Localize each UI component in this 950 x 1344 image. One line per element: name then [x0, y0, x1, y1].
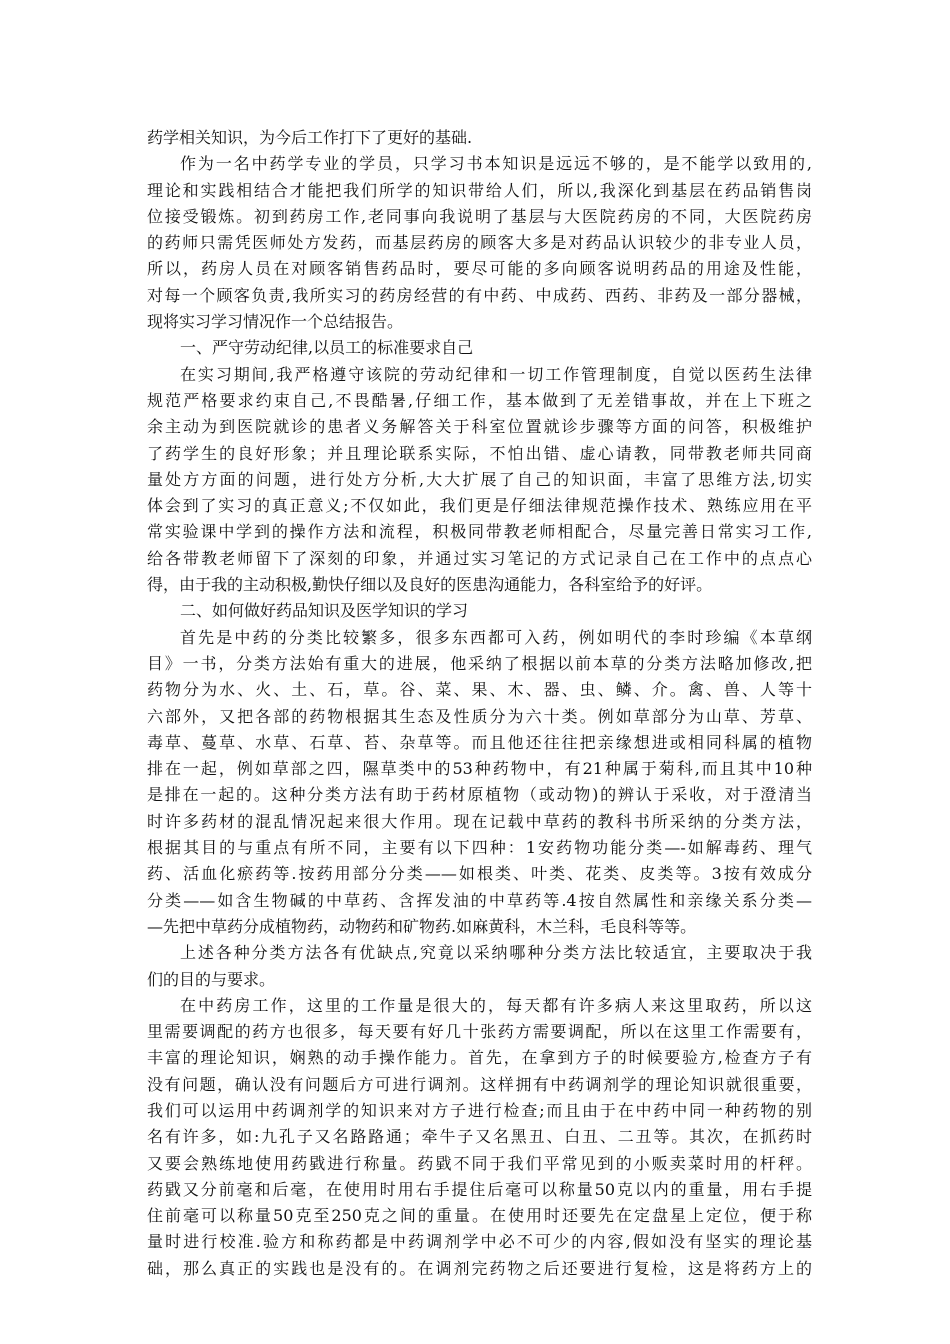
text-line: 量时进行校准.验方和称药都是中药调剂学中必不可少的内容,假如没有坚实的理论基: [147, 1232, 812, 1252]
text-line: 量处方方面的问题，进行处方分析,大大扩展了自己的知识面，丰富了思维方法,切实: [147, 469, 812, 489]
text-line: 得，由于我的主动积极,勤快仔细以及良好的医患沟通能力，各科室给予的好评。: [147, 575, 713, 595]
text-line: 排在一起，例如草部之四，隰草类中的53种药物中，有21种属于菊科,而且其中10种: [147, 759, 812, 779]
text-line: 首先是中药的分类比较繁多，很多东西都可入药，例如明代的李时珍编《本草纲: [180, 627, 812, 647]
text-line: 目》一书，分类方法始有重大的进展，他采纳了根据以前本草的分类方法略加修改,把: [147, 653, 812, 673]
text-line: 是排在一起的。这种分类方法有助于药材原植物（或动物)的辨认于采收，对于澄清当: [147, 785, 812, 805]
text-line: 里需要调配的药方也很多，每天要有好几十张药方需要调配，所以在这里工作需要有，: [147, 1022, 812, 1042]
text-line: 体会到了实习的真正意义;不仅如此，我们更是仔细法律规范操作技术、熟练应用在平: [147, 496, 812, 516]
text-line: 作为一名中药学专业的学员，只学习书本知识是远远不够的，是不能学以致用的,: [180, 154, 812, 174]
text-line: 了药学生的良好形象；并且理论联系实际，不怕出错、虚心请教，同带教老师共同商: [147, 443, 812, 463]
text-line: 常实验课中学到的操作方法和流程，积极同带教老师相配合，尽量完善日常实习工作,: [147, 522, 812, 542]
text-line: 一、严守劳动纪律,以员工的标准要求自己: [180, 338, 474, 358]
text-line: 二、如何做好药品知识及医学知识的学习: [180, 601, 469, 621]
text-line: 分类——如含生物碱的中草药、含挥发油的中草药等.4按自然属性和亲缘关系分类—: [147, 890, 812, 910]
text-line: 药物分为水、火、土、石，草。谷、菜、果、木、器、虫、鳞、介。禽、兽、人等十: [147, 680, 812, 700]
text-line: 我们可以运用中药调剂学的知识来对方子进行检查;而且由于在中药中同一种药物的别: [147, 1100, 812, 1120]
text-line: 药学相关知识，为今后工作打下了更好的基础.: [147, 128, 473, 147]
text-line: 住前毫可以称量50克至250克之间的重量。在使用时还要先在定盘星上定位，便于称: [147, 1206, 812, 1226]
text-line: 余主动为到医院就诊的患者义务解答关于科室位置就诊步骤等方面的问答，积极维护: [147, 417, 812, 437]
text-line: 毒草、蔓草、水草、石草、苔、杂草等。而且他还往往把亲缘想进或相同科属的植物: [147, 732, 812, 752]
text-line: 对每一个顾客负责,我所实习的药房经营的有中药、中成药、西药、非药及一部分器械，: [147, 285, 812, 305]
text-line: 上述各种分类方法各有优缺点,究竟以采纳哪种分类方法比较适宜，主要取决于我: [180, 943, 812, 963]
text-line: 现将实习学习情况作一个总结报告。: [147, 312, 404, 332]
text-line: 所以，药房人员在对顾客销售药品时，要尽可能的多向顾客说明药品的用途及性能，: [147, 259, 812, 279]
document-page: [147, 125, 812, 1282]
text-line: 名有许多，如:九孔子又名路路通；牵牛子又名黑丑、白丑、二丑等。其次，在抓药时: [147, 1127, 812, 1147]
text-line: 在中药房工作，这里的工作量是很大的，每天都有许多病人来这里取药，所以这: [180, 995, 812, 1015]
text-line: 位接受锻炼。初到药房工作,老同事向我说明了基层与大医院药房的不同，大医院药房: [147, 206, 812, 226]
text-line: 药、活血化瘀药等.按药用部分分类——如根类、叶类、花类、皮类等。3按有效成分: [147, 864, 812, 884]
text-line: 药戥又分前毫和后毫，在使用时用右手提住后毫可以称量50克以内的重量，用右手提: [147, 1179, 812, 1199]
text-line: 们的目的与要求。: [147, 969, 276, 989]
text-line: 没有问题，确认没有问题后方可进行调剂。这样拥有中药调剂学的理论知识就很重要，: [147, 1074, 812, 1094]
text-line: 根据其目的与重点有所不同，主要有以下四种：1安药物功能分类—-如解毒药、理气: [147, 838, 812, 858]
text-line: 又要会熟练地使用药戥进行称量。药戥不同于我们平常见到的小贩卖菜时用的杆秤。: [147, 1153, 812, 1173]
text-line: 丰富的理论知识，娴熟的动手操作能力。首先，在拿到方子的时候要验方,检查方子有: [147, 1048, 812, 1068]
text-line: 础，那么真正的实践也是没有的。在调剂完药物之后还要进行复检，这是将药方上的: [147, 1258, 812, 1278]
text-line: 六部外，又把各部的药物根据其生态及性质分为六十类。例如草部分为山草、芳草、: [147, 706, 812, 726]
text-line: 给各带教老师留下了深刻的印象，并通过实习笔记的方式记录自己在工作中的点点心: [147, 548, 812, 568]
text-line: 理论和实践相结合才能把我们所学的知识带给人们，所以,我深化到基层在药品销售岗: [147, 180, 812, 200]
text-line: 在实习期间,我严格遵守该院的劳动纪律和一切工作管理制度，自觉以医药生法律: [180, 364, 812, 384]
text-line: 规范严格要求约束自己,不畏酷暑,仔细工作，基本做到了无差错事故，并在上下班之: [147, 390, 812, 410]
text-line: —先把中草药分成植物药，动物药和矿物药.如麻黄科，木兰科，毛良科等等。: [147, 916, 697, 936]
text-line: 时许多药材的混乱情况起来很大作用。现在记载中草药的教科书所采纳的分类方法，: [147, 811, 812, 831]
text-line: 的药师只需凭医师处方发药，而基层药房的顾客大多是对药品认识较少的非专业人员，: [147, 233, 812, 253]
